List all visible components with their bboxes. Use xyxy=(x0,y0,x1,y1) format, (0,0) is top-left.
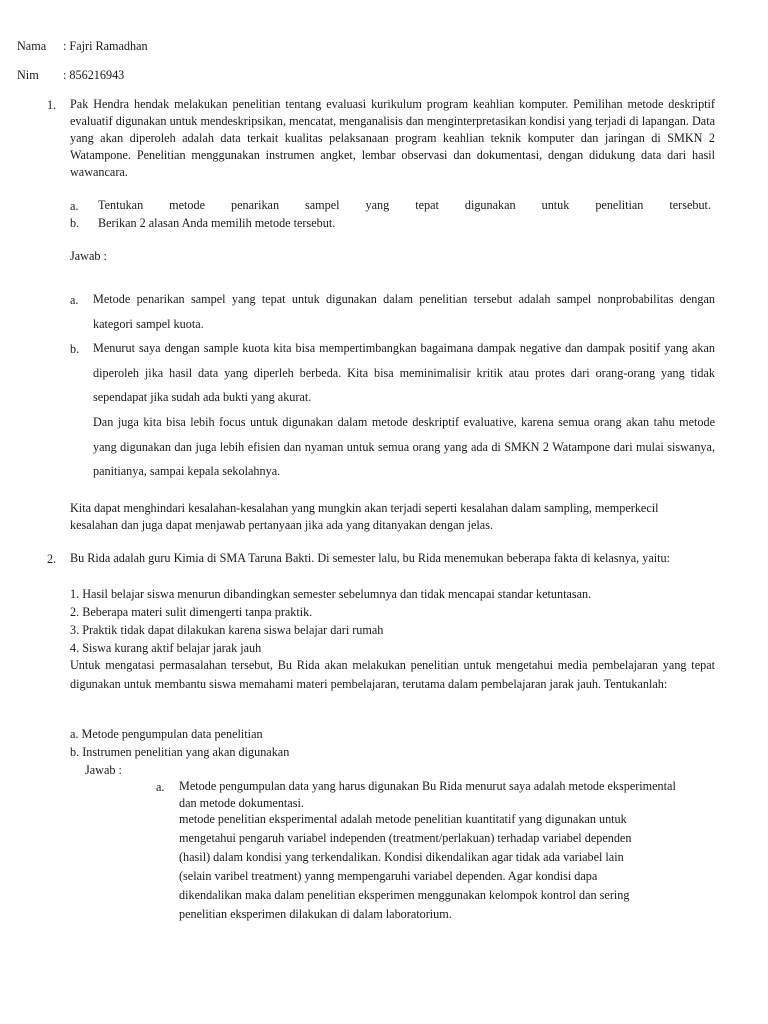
answer-1b-label: b. xyxy=(70,342,80,356)
answer-1b-paragraph-2: Dan juga kita bisa lebih focus untuk digunakan dalam metode deskriptif evaluative, karena semua orang akan tahu metode yang digunakan dan juga lebih efisien dan nyaman untuk semua orang yang ada di SMKN 2 Watampone dari mulai siswanya, panitianya, sampai kepala sekolahnya. xyxy=(93,415,715,478)
question-2-jawab: Jawab : xyxy=(85,763,122,777)
question-2-paragraph: Untuk mengatasi permasalahan tersebut, Bu Rida akan melakukan penelitian untuk mengetahui media pembelajaran yang tepat digunakan untuk membantu siswa memahami materi pembelajaran, terutama dalam pembelajaran jarak jauh. Tentukanlah: xyxy=(70,658,715,691)
answer-2a-detail-line-2: mengetahui pengaruh variabel independen (treatment/perlakuan) terhadap variabel dependen xyxy=(179,831,632,845)
question-2-fact-3: 3. Praktik tidak dapat dilakukan karena siswa belajar dari rumah xyxy=(70,623,384,637)
question-1-jawab: Jawab : xyxy=(70,249,107,263)
question-2-fact-1: 1. Hasil belajar siswa menurun dibandingkan semester sebelumnya dan tidak mencapai standar ketuntasan. xyxy=(70,587,592,601)
nim-label: Nim xyxy=(17,68,39,82)
question-1-sub-a-label: a. xyxy=(70,199,79,213)
question-2-task-b: b. Instrumen penelitian yang akan digunakan xyxy=(70,745,290,759)
answer-2a-detail-line-3: (hasil) dalam kondisi yang terkendalikan. Kondisi dikendalikan agar tidak ada variabel lain xyxy=(179,850,624,864)
answer-2a-detail-line-4: (selain varibel treatment) yanng mempengaruhi variabel dependen. Agar kondisi dapa xyxy=(179,869,598,883)
question-2-fact-2: 2. Beberapa materi sulit dimengerti tanpa praktik. xyxy=(70,605,313,619)
question-1-number: 1. xyxy=(47,98,57,112)
question-1-sub-b-text: Berikan 2 alasan Anda memilih metode tersebut. xyxy=(98,216,336,230)
question-2-fact-4: 4. Siswa kurang aktif belajar jarak jauh xyxy=(70,641,262,655)
answer-1b-paragraph-1: Menurut saya dengan sample kuota kita bisa mempertimbangkan bagaimana dampak negative dan dampak positif yang akan diperoleh jika hasil data yang diperleh berbeda. Kita bisa meminimalisir kritik atau protes dari orang-orang yang tidak sependapat jika sudah ada bukti yang akurat. xyxy=(93,341,715,404)
nim-value: : 856216943 xyxy=(63,68,125,82)
answer-2a-detail-line-5: dikendalikan maka dalam penelitian eksperimen menggunakan kelompok kontrol dan sering xyxy=(179,888,630,902)
question-1-closing: Kita dapat menghindari kesalahan-kesalahan yang mungkin akan terjadi seperti kesalahan dalam sampling, memperkecil kesalahan dan juga dapat menjawab pertanyaan jika ada yang ditanyakan dengan jelas. xyxy=(70,501,659,532)
answer-2a-detail-line-1: metode penelitian eksperimental adalah metode penelitian kuantitatif yang digunakan untuk xyxy=(179,812,627,826)
question-2-intro: Bu Rida adalah guru Kimia di SMA Taruna Bakti. Di semester lalu, bu Rida menemukan beberapa fakta di kelasnya, yaitu: xyxy=(70,551,671,565)
answer-2a-text: Metode pengumpulan data yang harus digunakan Bu Rida menurut saya adalah metode eksperimental dan metode dokumentasi. xyxy=(179,779,676,810)
answer-1a-text: Metode penarikan sampel yang tepat untuk digunakan dalam penelitian tersebut adalah sampel nonprobabilitas dengan kategori sampel kuota. xyxy=(93,292,715,331)
question-1-sub-b-label: b. xyxy=(70,216,80,230)
question-2-task-a: a. Metode pengumpulan data penelitian xyxy=(70,727,263,741)
question-2-number: 2. xyxy=(47,552,57,566)
question-1-sub-a-text: Tentukan metode penarikan sampel yang tepat digunakan untuk penelitian tersebut. xyxy=(98,198,711,212)
answer-2a-label: a. xyxy=(156,780,165,794)
nama-value: : Fajri Ramadhan xyxy=(63,39,148,53)
nama-label: Nama xyxy=(17,39,47,53)
answer-1a-label: a. xyxy=(70,293,79,307)
answer-2a-detail-line-6: penelitian eksperimen dilakukan di dalam laboratorium. xyxy=(179,907,452,921)
question-1-text: Pak Hendra hendak melakukan penelitian tentang evaluasi kurikulum program keahlian komputer. Pemilihan metode deskriptif evaluatif digunakan untuk mendeskripsikan, mencatat, menganalisis dan menginterpretasikan kondisi yang terjadi di lapangan. Data yang akan diperoleh adalah data terkait kualitas pelaksanaan program keahlian teknik komputer dan jaringan di SMKN 2 Watampone. Penelitian menggunakan instrumen angket, lembar observasi dan dokumentasi, dengan didukung data dari hasil wawancara. xyxy=(70,97,715,179)
